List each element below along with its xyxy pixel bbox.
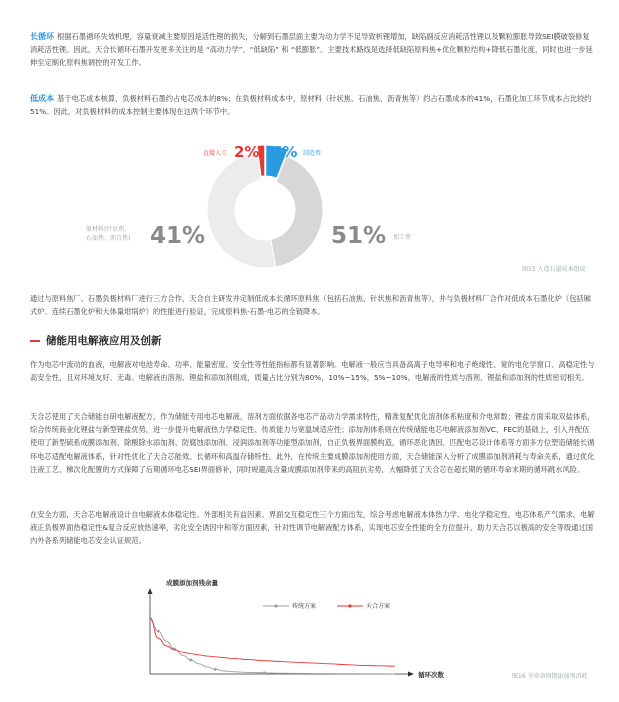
data-point-traditional — [157, 630, 160, 633]
value-proc: 51% — [331, 223, 387, 249]
x-axis-arrow — [408, 672, 414, 677]
paragraph-cost-partnership — [30, 292, 596, 318]
value-raw: 41% — [150, 223, 206, 249]
legend-marker-trina — [348, 604, 351, 607]
paragraph-text: 作为电芯中流动的血液，电解液对电池寿命、功率、能量密度、安全性等性能指标都有显著影响。电解液一般应当具备高离子电导率和电子绝缘性、宽的电化学窗口、高稳定性与高安全性，且对环境友好、无毒。电解液由溶剂、锂盐和添加剂组成，质量占比分别为80%，10%~15%，5%~10%。电解液的性质与溶剂、锂盐和添加剂的性质密切相关。 — [30, 360, 595, 383]
y-axis-label: 成膜添加剂残余量 — [166, 579, 218, 587]
label-labor: 直接人工 — [203, 150, 228, 157]
donut-ring — [207, 145, 323, 268]
paragraph-electrolyte-safety — [30, 508, 596, 548]
data-point-traditional — [214, 668, 217, 671]
lead-long-cycle: 长循环 — [30, 32, 55, 41]
section-heading-bar — [30, 340, 40, 342]
series-layer — [150, 618, 395, 674]
value-mfg: 6% — [272, 143, 298, 161]
paragraph-text: 通过与原料焦厂、石墨负极材料厂进行三方合作，天合自主研发并定制低成本长循环原料焦（包括石油焦、针状焦和沥青焦等），并与负极材料厂合作对低成本石墨化炉（包括厢式炉、连续石墨化炉和大体量坩埚炉）的性能进行验证，完成原料焦-石墨-电芯的全链降本。 — [30, 294, 591, 317]
label-proc: 加工费 — [393, 234, 412, 241]
legend-marker-traditional — [274, 604, 277, 607]
paragraph-low-cost — [30, 92, 596, 118]
chart-axes — [148, 588, 415, 677]
paragraph-electrolyte-formula — [30, 410, 596, 476]
y-axis-arrow — [148, 588, 153, 594]
figure-caption-16: 图16 全寿命周期添加剂消耗 — [512, 673, 588, 680]
section-heading-title: 储能用电解液应用及创新 — [46, 335, 162, 347]
lead-low-cost: 低成本 — [30, 94, 55, 103]
legend-label-traditional: 传统方案 — [292, 603, 317, 610]
data-point-traditional — [263, 671, 266, 674]
paragraph-long-cycle — [30, 30, 596, 70]
paragraph-text: 在安全方面，天合芯电解液设计自电解液本体稳定性、外部相关有益因素、界面交互稳定性三个方面出发，综合考虑电解液本体热力学、电化学稳定性、电芯体系产气需求，电解液正负极界面热稳定性&复合反应放热速率，劣化安全诱因中和等方面因素，针对性调节电解液配方体系，实现电芯安全性能的全方位提升，助力天合芯以极高的安全等级通过国内外各系列储能电芯安全认证规范。 — [30, 510, 595, 546]
label-raw-line2: 石油焦、沥青焦) — [86, 235, 131, 242]
series-line-trina — [150, 618, 395, 666]
paragraph-electrolyte-intro — [30, 358, 596, 384]
cost-donut-chart — [0, 130, 619, 270]
x-axis-label: 循环次数 — [418, 671, 444, 679]
paragraph-text: 根据石墨循环失效机理，容量衰减主要原因是活性锂的损失，分解到石墨层面主要为动力学不足导致析锂增加，缺陷副反应消耗活性锂以及颗粒膨胀导致SEI膜破裂修复消耗活性锂。因此，天合长循环石墨开发更多关注的是 “高动力学”、“低缺陷” 和 “低膨胀”。主要技术路线是选择低缺陷原料焦+优化颗粒结构+降低石墨化度，同时也进一步延伸至定制化原料焦调控的开发工作。 — [30, 32, 593, 68]
chart-legend — [263, 602, 390, 610]
label-raw-line1: 原材料(针状焦、 — [86, 226, 131, 233]
legend-label-trina: 天合方案 — [366, 603, 391, 610]
figure-caption-15: 图15 人造石墨成本组成 — [522, 266, 586, 273]
paragraph-text: 天合芯使用了天合储能自研电解液配方，作为储能专用电芯电解液，溶剂方面依据各电芯产品动力学需求特性，精准复配优化溶剂体系粘度和介电常数；锂盐方面采取双盐体系，综合传统商业化锂盐与新型锂盐优势，进一步提升电解液热力学稳定性、传质能力与宽温域适应性；添加剂体系则在传统储能电芯电解液添加剂VC、FEC的基础上，引入并配伍使用了新型硫系成膜添加剂、除酸除水添加剂、防腐蚀添加剂、浸润添加剂等功能型添加剂，自正负极界面膜构造，循环恶化诱因、匹配电芯设计体系等方面多方位塑造储能长循环电芯适配电解液体系，针对性优化了天合芯能效、长循环和高温存储特性。此外，在传统主要成膜添加剂使用方面，天合储能深入分析了成膜添加剂消耗与寿命关系，通过优化注液工艺、梯次化配置的方式保障了后期循环电芯SEI界面修补，同时规避高含量成膜添加剂带来的高阻抗劣势，大幅降低了天合芯在超长期的循环寿命末期的循环跳水风险。 — [30, 412, 595, 474]
value-labor: 2% — [234, 143, 260, 161]
data-point-traditional — [189, 659, 192, 662]
section-heading — [30, 333, 162, 348]
label-mfg: 制造费 — [303, 150, 322, 157]
paragraph-text: 基于电芯成本核算，负极材料石墨约占电芯成本的8%；在负极材料成本中，原材料（针状焦、石油焦、沥青焦等）约占石墨成本的41%，石墨化加工环节成本占比较约51%。因此，对负极材料的成本控制主要体现在这两个环节中。 — [30, 94, 592, 117]
